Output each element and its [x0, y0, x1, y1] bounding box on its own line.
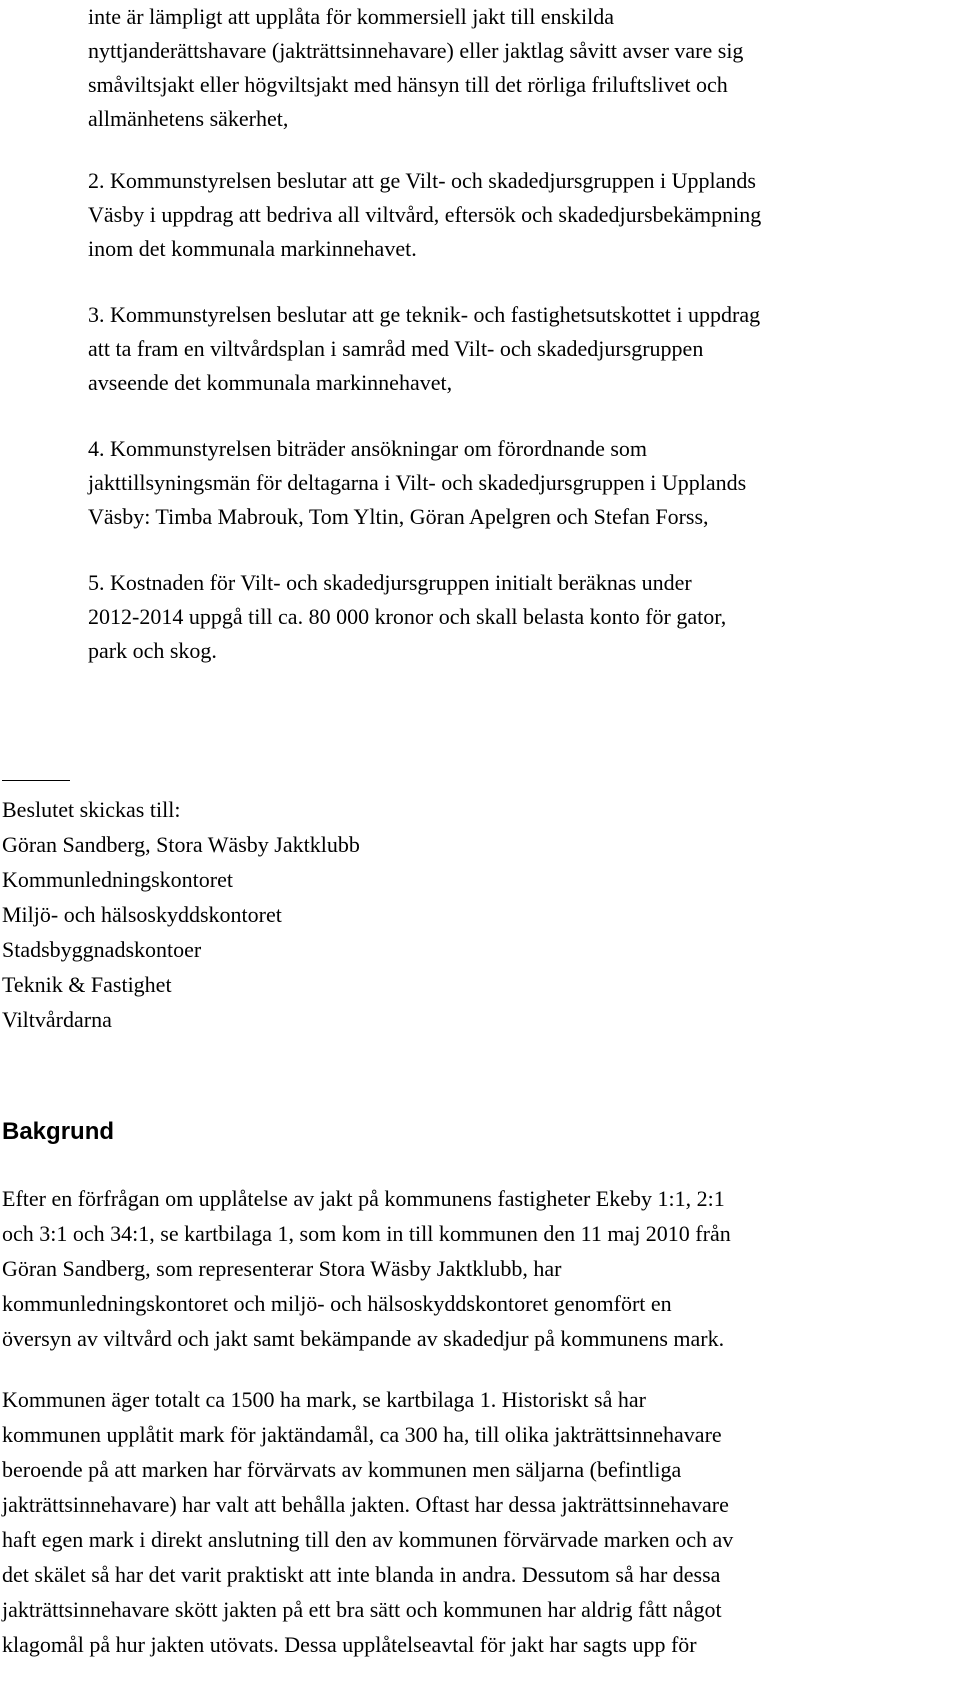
recipient: Kommunledningskontoret	[2, 867, 233, 892]
recipient: Stadsbyggnadskontoer	[2, 937, 202, 962]
text-line: att ta fram en viltvårdsplan i samråd med Vilt- och skadedjursgruppen	[88, 336, 704, 361]
text-line: 3. Kommunstyrelsen beslutar att ge teknik- och fastighetsutskottet i uppdrag	[88, 302, 761, 327]
background-paragraph	[2, 1181, 958, 1356]
text-line: allmänhetens säkerhet,	[88, 106, 289, 131]
continued-decision-paragraph	[88, 0, 958, 136]
text-line: översyn av viltvård och jakt samt bekämpande av skadedjur på kommunens mark.	[2, 1326, 725, 1351]
decision-item-3	[88, 298, 958, 400]
text-line: kommunledningskontoret och miljö- och hälsoskyddskontoret genomfört en	[2, 1291, 672, 1316]
text-line: avseende det kommunala markinnehavet,	[88, 370, 453, 395]
text-line: Väsby: Timba Mabrouk, Tom Yltin, Göran Apelgren och Stefan Forss,	[88, 504, 709, 529]
distribution-list	[2, 792, 360, 1037]
text-line: jakträttsinnehavare skött jakten på ett bra sätt och kommunen har aldrig fått något	[2, 1597, 722, 1622]
background-paragraph	[2, 1382, 958, 1662]
background-heading: Bakgrund	[2, 1118, 115, 1145]
recipient: Göran Sandberg, Stora Wäsby Jaktklubb	[2, 832, 360, 857]
text-line: 2012-2014 uppgå till ca. 80 000 kronor och skall belasta konto för gator,	[88, 604, 727, 629]
section-divider	[2, 780, 70, 781]
text-line: och 3:1 och 34:1, se kartbilaga 1, som kom in till kommunen den 11 maj 2010 från	[2, 1221, 731, 1246]
decision-item-5	[88, 566, 958, 668]
recipient: Teknik & Fastighet	[2, 972, 172, 997]
text-line: Efter en förfrågan om upplåtelse av jakt på kommunens fastigheter Ekeby 1:1, 2:1	[2, 1186, 725, 1211]
text-line: beroende på att marken har förvärvats av kommunen men säljarna (befintliga	[2, 1457, 682, 1482]
text-line: haft egen mark i direkt anslutning till den av kommunen förvärvade marken och av	[2, 1527, 734, 1552]
text-line: inom det kommunala markinnehavet.	[88, 236, 417, 261]
distribution-title: Beslutet skickas till:	[2, 797, 181, 822]
text-line: jakttillsyningsmän för deltagarna i Vilt- och skadedjursgruppen i Upplands	[88, 470, 747, 495]
text-line: 2. Kommunstyrelsen beslutar att ge Vilt- och skadedjursgruppen i Upplands	[88, 168, 756, 193]
text-line: kommunen upplåtit mark för jaktändamål, ca 300 ha, till olika jakträttsinnehavare	[2, 1422, 722, 1447]
text-line: Göran Sandberg, som representerar Stora Wäsby Jaktklubb, har	[2, 1256, 562, 1281]
text-line: småviltsjakt eller högviltsjakt med hänsyn till det rörliga friluftslivet och	[88, 72, 728, 97]
recipient: Viltvårdarna	[2, 1007, 112, 1032]
text-line: jakträttsinnehavare) har valt att behålla jakten. Oftast har dessa jakträttsinnehavare	[2, 1492, 729, 1517]
text-line: 5. Kostnaden för Vilt- och skadedjursgruppen initialt beräknas under	[88, 570, 692, 595]
text-line: det skälet så har det varit praktiskt att inte blanda in andra. Dessutom så har dessa	[2, 1562, 721, 1587]
decision-item-4	[88, 432, 958, 534]
text-line: inte är lämpligt att upplåta för kommersiell jakt till enskilda	[88, 4, 615, 29]
text-line: park och skog.	[88, 638, 217, 663]
text-line: Väsby i uppdrag att bedriva all viltvård, eftersök och skadedjursbekämpning	[88, 202, 762, 227]
text-line: 4. Kommunstyrelsen biträder ansökningar om förordnande som	[88, 436, 648, 461]
text-line: nyttjanderättshavare (jakträttsinnehavare) eller jaktlag såvitt avser vare sig	[88, 38, 744, 63]
text-line: Kommunen äger totalt ca 1500 ha mark, se kartbilaga 1. Historiskt så har	[2, 1387, 646, 1412]
decision-item-2	[88, 164, 958, 266]
recipient: Miljö- och hälsoskyddskontoret	[2, 902, 282, 927]
text-line: klagomål på hur jakten utövats. Dessa upplåtelseavtal för jakt har sagts upp för	[2, 1632, 697, 1657]
